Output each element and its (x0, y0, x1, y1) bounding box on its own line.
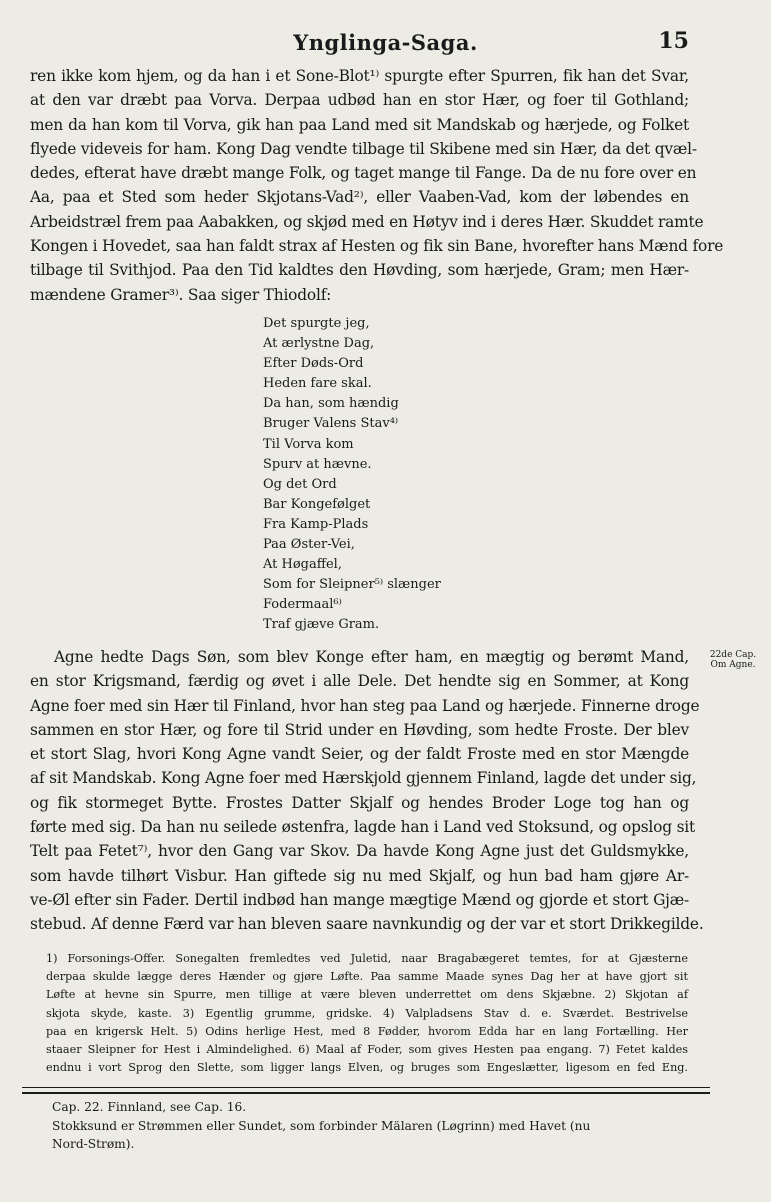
editor-note (52, 1098, 692, 1154)
poem-line: Traf gjæve Gram. (263, 617, 380, 633)
body-line: tilbage til Svithjod. Paa den Tid kaldtes den Høvding, som hærjede, Gram; men Hær- (30, 261, 689, 280)
poem-line: Bar Kongefølget (263, 496, 371, 512)
double-rule-divider (22, 1087, 710, 1094)
margin-note-chapter: 22de Cap. (709, 650, 757, 660)
editor-note-line: Stokksund er Strømmen eller Sundet, som forbinder Mälaren (Løgrinn) med Havet (nu (52, 1118, 591, 1133)
body-line: ren ikke kom hjem, og da han i et Sone-Blot¹⁾ spurgte efter Spurren, fik han det Svar, (30, 67, 689, 85)
chapter-line: sammen en stor Hær, og fore til Strid under en Høvding, som hedte Froste. Der blev (30, 720, 689, 739)
poem-line: Da han, som hændig (263, 396, 399, 412)
poem-line: Efter Døds-Ord (263, 356, 364, 372)
chapter-line: førte med sig. Da han nu seilede østenfra, lagde han i Land ved Stoksund, og opslog sit (30, 818, 695, 837)
poem-line: Og det Ord (263, 476, 337, 492)
editor-note-line: Cap. 22. Finnland, see Cap. 16. (52, 1100, 247, 1114)
chapter-line: ve-Øl efter sin Fader. Dertil indbød han mange mægtige Mænd og gjorde et stort Gjæ- (30, 890, 689, 909)
chapter-line: en stor Krigsmand, færdig og øvet i alle Dele. Det hendte sig en Sommer, at Kong (30, 672, 689, 691)
footnote-line: Løfte at hevne sin Spurre, men tillige at være bleven underrettet om dens Skjæbne. 2) Skjotan af (46, 988, 688, 1002)
body-line: mændene Gramer³⁾. Saa siger Thiodolf: (30, 285, 332, 304)
chapter-line: stebud. Af denne Færd var han bleven saare navnkundig og der var et stort Drikkegilde. (30, 915, 704, 934)
chapter-line: Agne hedte Dags Søn, som blev Konge efter ham, en mægtig og berømt Mand, (54, 648, 689, 666)
page-header (0, 28, 771, 58)
body-line: at den var dræbt paa Vorva. Derpaa udbød han en stor Hær, og foer til Gothland; (30, 91, 689, 110)
body-line: Aa, paa et Sted som heder Skjotans-Vad²⁾, eller Vaaben-Vad, kom der løbendes en (30, 188, 689, 207)
footnote-line: staaer Sleipner for Hest i Almindelighed. 6) Maal af Foder, som gives Hesten paa engang. 7) Fetet kaldes (46, 1042, 688, 1056)
poem-line: Paa Øster-Vei, (263, 537, 355, 553)
poem-line: At Høgaffel, (263, 557, 342, 573)
poem-line: Fodermaal⁶⁾ (263, 597, 342, 613)
chapter-line: Telt paa Fetet⁷⁾, hvor den Gang var Skov. Da havde Kong Agne just det Guldsmykke, (30, 842, 689, 861)
body-line: flyede videveis for ham. Kong Dag vendte tilbage til Skibene med sin Hær, da det qvæl- (30, 139, 697, 158)
poem-line: Til Vorva kom (263, 436, 354, 452)
body-text (30, 64, 724, 307)
chapter-text (30, 645, 704, 937)
poem-line: Fra Kamp-Plads (263, 516, 369, 532)
footnote-line: endnu i vort Sprog den Slette, som ligger langs Elven, og bruges som Engeslætter, ligesom en fed Eng. (46, 1061, 688, 1075)
footnote-line: 1) Forsonings-Offer. Sonegalten fremledtes ved Juletid, naar Bragabægeret temtes, for at Gjæsterne (46, 952, 688, 965)
running-title: Ynglinga-Saga. (293, 30, 478, 55)
footnote-line: derpaa skulde lægge deres Hænder og gjøre Løfte. Paa samme Maade synes Dag her at have gjort sit (46, 970, 688, 984)
poem-line: At ærlystne Dag, (263, 336, 375, 352)
poem-line: Heden fare skal. (263, 376, 372, 392)
margin-note-subject: Om Agne. (710, 660, 756, 670)
chapter-line: af sit Mandskab. Kong Agne foer med Hærskjold gjennem Finland, lagde det under sig, (30, 769, 697, 788)
body-line: Kongen i Hovedet, saa han faldt strax af Hesten og fik sin Bane, hvorefter hans Mænd fore (30, 237, 724, 256)
editor-note-line: Nord-Strøm). (52, 1137, 135, 1152)
poem-line: Som for Sleipner⁵⁾ slænger (263, 577, 441, 593)
chapter-line: Agne foer med sin Hær til Finland, hvor han steg paa Land og hærjede. Finnerne droge (30, 696, 700, 715)
margin-note (703, 650, 763, 670)
footnote-line: paa en krigersk Helt. 5) Odins herlige Hest, med 8 Fødder, hvorom Edda har en lang Fortælling. Her (46, 1024, 688, 1038)
chapter-line: og fik stormeget Bytte. Frostes Datter Skjalf og hendes Broder Loge tog han og (30, 793, 689, 812)
body-line: men da han kom til Vorva, gik han paa Land med sit Mandskab og hærjede, og Folket (30, 115, 689, 134)
body-line: Arbeidstræl frem paa Aabakken, og skjød med en Høtyv ind i deres Hær. Skuddet ramte (30, 212, 704, 231)
chapter-line: et stort Slag, hvori Kong Agne vandt Seier, og der faldt Froste med en stor Mængde (30, 745, 689, 764)
footnotes (46, 950, 688, 1077)
chapter-line: som havde tilhørt Visbur. Han giftede sig nu med Skjalf, og hun bad ham gjøre Ar- (30, 866, 689, 885)
poem-line: Det spurgte jeg, (263, 316, 370, 331)
poem-line: Spurv at hævne. (263, 456, 372, 472)
page-number: 15 (658, 28, 689, 54)
poem (263, 314, 441, 636)
footnote-line: skjota skyde, kaste. 3) Egentlig grumme, gridske. 4) Valpladsens Stav d. e. Sværdet. Bestrivelse (46, 1006, 688, 1020)
poem-line: Bruger Valens Stav⁴⁾ (263, 416, 399, 432)
body-line: dedes, efterat have dræbt mange Folk, og taget mange til Fange. Da de nu fore over en (30, 164, 697, 183)
